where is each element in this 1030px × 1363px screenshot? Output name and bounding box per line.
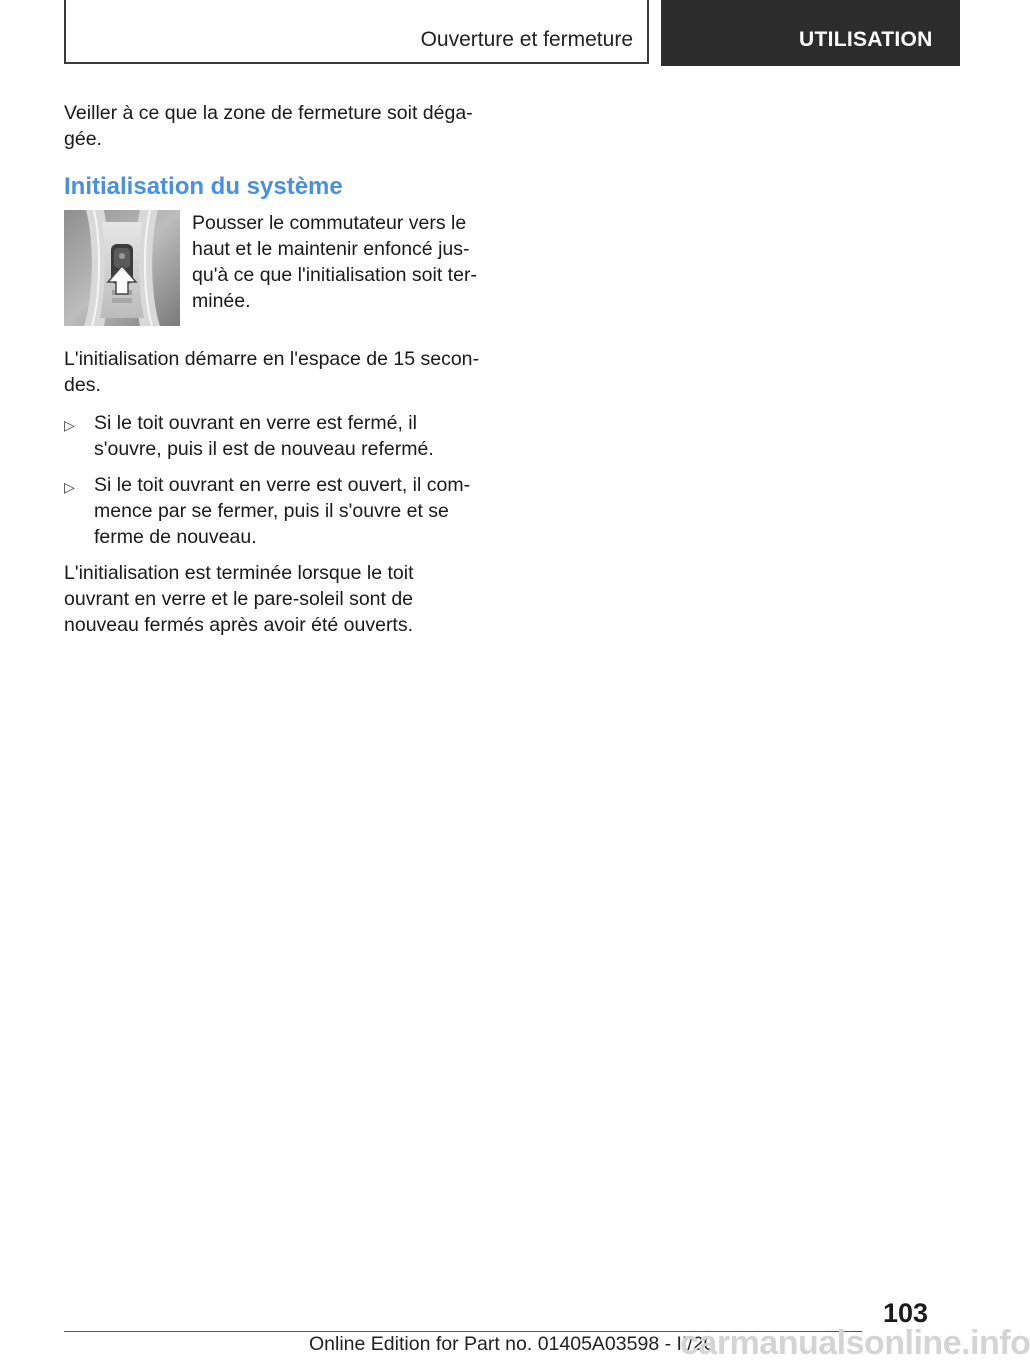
page-header	[0, 0, 960, 66]
intro-paragraph: Veiller à ce que la zone de fermeture soit déga-gée.	[64, 102, 473, 150]
list-item-text: Si le toit ouvrant en verre est ouvert, il com-mence par se fermer, puis il s'ouvre et se ferme de nouveau.	[94, 474, 471, 548]
bullet-list	[64, 410, 480, 550]
list-item-text: Si le toit ouvrant en verre est fermé, il s'ouvre, puis il est de nouveau refermé.	[94, 412, 434, 460]
bullet-triangle-icon: ▷	[64, 479, 75, 495]
footer-edition: Online Edition for Part no. 01405A03598 - II/20	[309, 1333, 715, 1355]
initialisation-start-paragraph: L'initialisation démarre en l'espace de 15 secon-des.	[64, 348, 480, 396]
header-section-title: Ouverture et fermeture	[420, 28, 633, 51]
page-content	[64, 100, 480, 638]
header-chapter-tab: UTILISATION	[661, 0, 960, 66]
list-item	[64, 410, 480, 462]
figure-caption: Pousser le commutateur vers le haut et le maintenir enfoncé jus-qu'à ce que l'initialisation soit ter-minée.	[192, 212, 477, 312]
page-number: 103	[882, 1298, 928, 1328]
figure-row	[64, 210, 480, 326]
initialisation-end-paragraph: L'initialisation est terminée lorsque le toit ouvrant en verre et le pare-soleil sont de nouveau fermés après avoir été ouverts.	[64, 562, 414, 636]
roof-switch-illustration	[64, 210, 180, 326]
section-heading: Initialisation du système	[64, 173, 343, 200]
bullet-triangle-icon: ▷	[64, 417, 75, 433]
list-item	[64, 472, 480, 550]
header-section-box	[64, 0, 649, 64]
watermark: carmanualsonline.info	[680, 1324, 1030, 1362]
